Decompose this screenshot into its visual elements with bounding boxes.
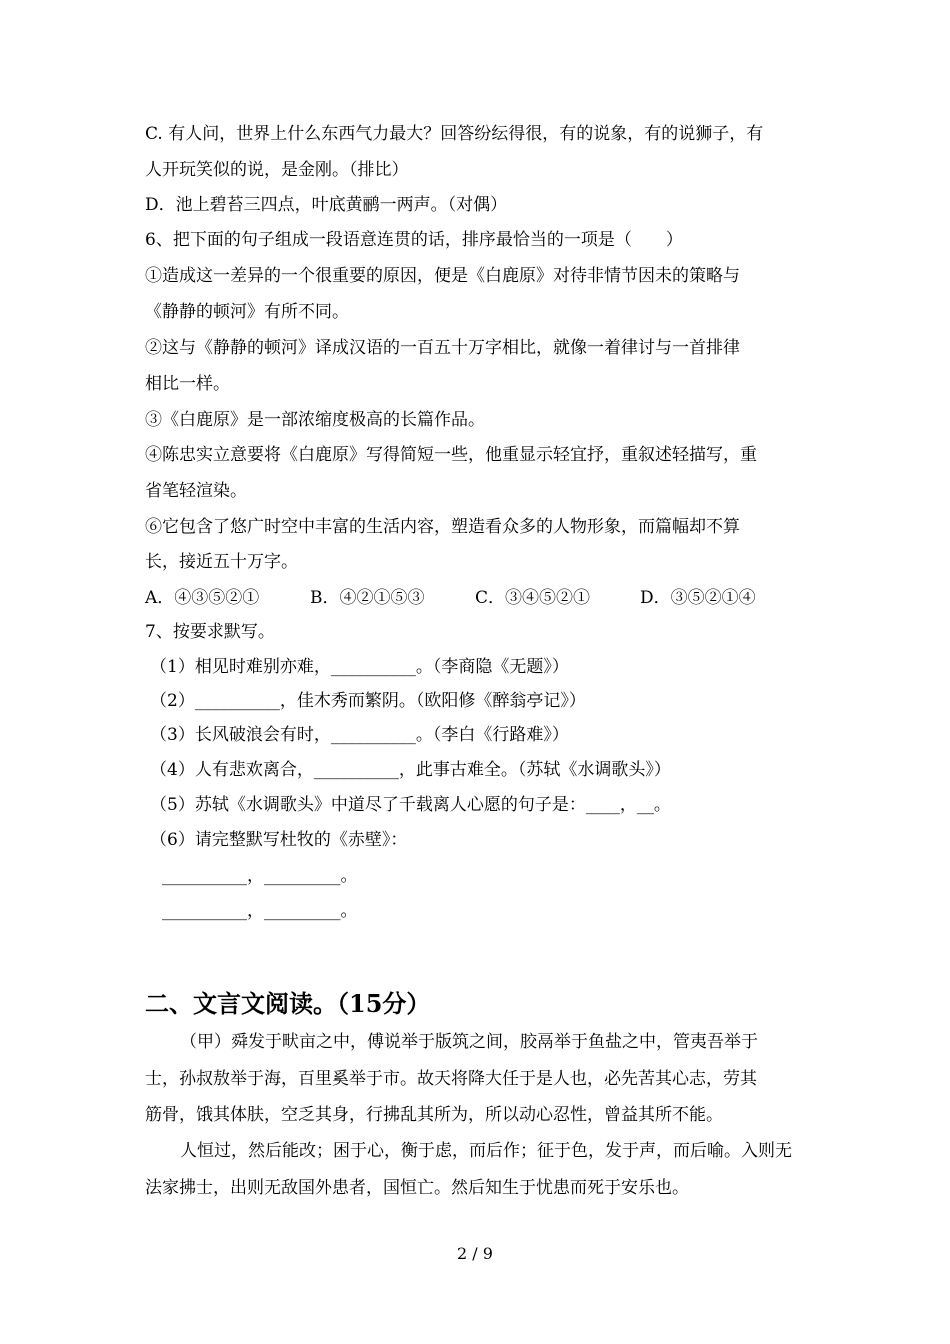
q7-item-4: （4）人有悲欢离合，__________，此事古难全。（苏轼《水调歌头》） [150, 760, 671, 780]
q7-item-2: （2）__________，佳木秀而繁阴。（欧阳修《醉翁亭记》） [150, 691, 586, 711]
q7-item-3: （3）长风破浪会有时，__________。（李白《行路难》） [150, 725, 569, 745]
passage-p1-line1: （甲）舜发于畎亩之中，傅说举于版筑之间，胶鬲举于鱼盐之中，管夷吾举于 [180, 1032, 758, 1052]
q5-option-d: D．池上碧苔三四点，叶底黄鹂一两声。（对偶） [145, 195, 508, 215]
passage-p2-line2: 法家拂士，出则无敌国外患者，国恒亡。然后知生于忧患而死于安乐也。 [145, 1178, 689, 1198]
q6-sentence-1-line2: 《静静的顿河》有所不同。 [145, 302, 349, 322]
q7-item-1: （1）相见时难别亦难，__________。（李商隐《无题》） [150, 657, 569, 677]
q7-blank-line-1: __________，_________。 [162, 866, 358, 886]
page-number: 2 / 9 [457, 1244, 493, 1263]
q5-option-c-line1: C. 有人问，世界上什么东西气力最大？回答纷纭得很，有的说象，有的说狮子，有 [145, 124, 764, 144]
q6-option-c: C．③④⑤②① [475, 588, 591, 608]
q6-sentence-2-line1: ②这与《静静的顿河》译成汉语的一百五十万字相比，就像一着律讨与一首排律 [145, 338, 740, 358]
q6-sentence-5-line2: 长，接近五十万字。 [145, 552, 298, 572]
q6-sentence-1-line1: ①造成这一差异的一个很重要的原因，便是《白鹿原》对待非情节因未的策略与 [145, 266, 740, 286]
passage-p2-line1: 人恒过，然后能改；困于心，衡于虑，而后作；征于色，发于声，而后喻。入则无 [180, 1141, 792, 1161]
q6-option-b: B．④②①⑤③ [310, 588, 425, 608]
section-2-title: 二、文言文阅读。（15分） [145, 989, 431, 1018]
q6-sentence-4-line1: ④陈忠实立意要将《白鹿原》写得简短一些，他重显示轻宜抒，重叙述轻描写，重 [145, 445, 757, 465]
q7-stem: 7、按要求默写。 [145, 622, 275, 642]
q5-option-c-line2: 人开玩笑似的说，是金刚。（排比） [145, 160, 409, 180]
q6-option-d: D．③⑤②①④ [640, 588, 756, 608]
q6-option-a: A．④③⑤②① [145, 588, 260, 608]
q6-stem: 6、把下面的句子组成一段语意连贯的话，排序最恰当的一项是（ ） [145, 230, 683, 250]
q6-sentence-3: ③《白鹿原》是一部浓缩度极高的长篇作品。 [145, 410, 485, 430]
q7-blank-line-2: __________，_________。 [162, 901, 358, 921]
q7-item-6: （6）请完整默写杜牧的《赤壁》： [150, 830, 408, 850]
passage-p1-line2: 士，孙叔敖举于海，百里奚举于市。故天将降大任于是人也，必先苦其心志，劳其 [145, 1069, 757, 1089]
q7-item-5: （5）苏轼《水调歌头》中道尽了千载离人心愿的句子是：____，__。 [150, 795, 671, 815]
q6-sentence-2-line2: 相比一样。 [145, 374, 230, 394]
q6-sentence-4-line2: 省笔轻渲染。 [145, 481, 247, 501]
q6-sentence-5-line1: ⑥它包含了悠广时空中丰富的生活内容，塑造看众多的人物形象，而篇幅却不算 [145, 517, 740, 537]
passage-p1-line3: 筋骨，饿其体肤，空乏其身，行拂乱其所为，所以动心忍性，曾益其所不能。 [145, 1105, 723, 1125]
